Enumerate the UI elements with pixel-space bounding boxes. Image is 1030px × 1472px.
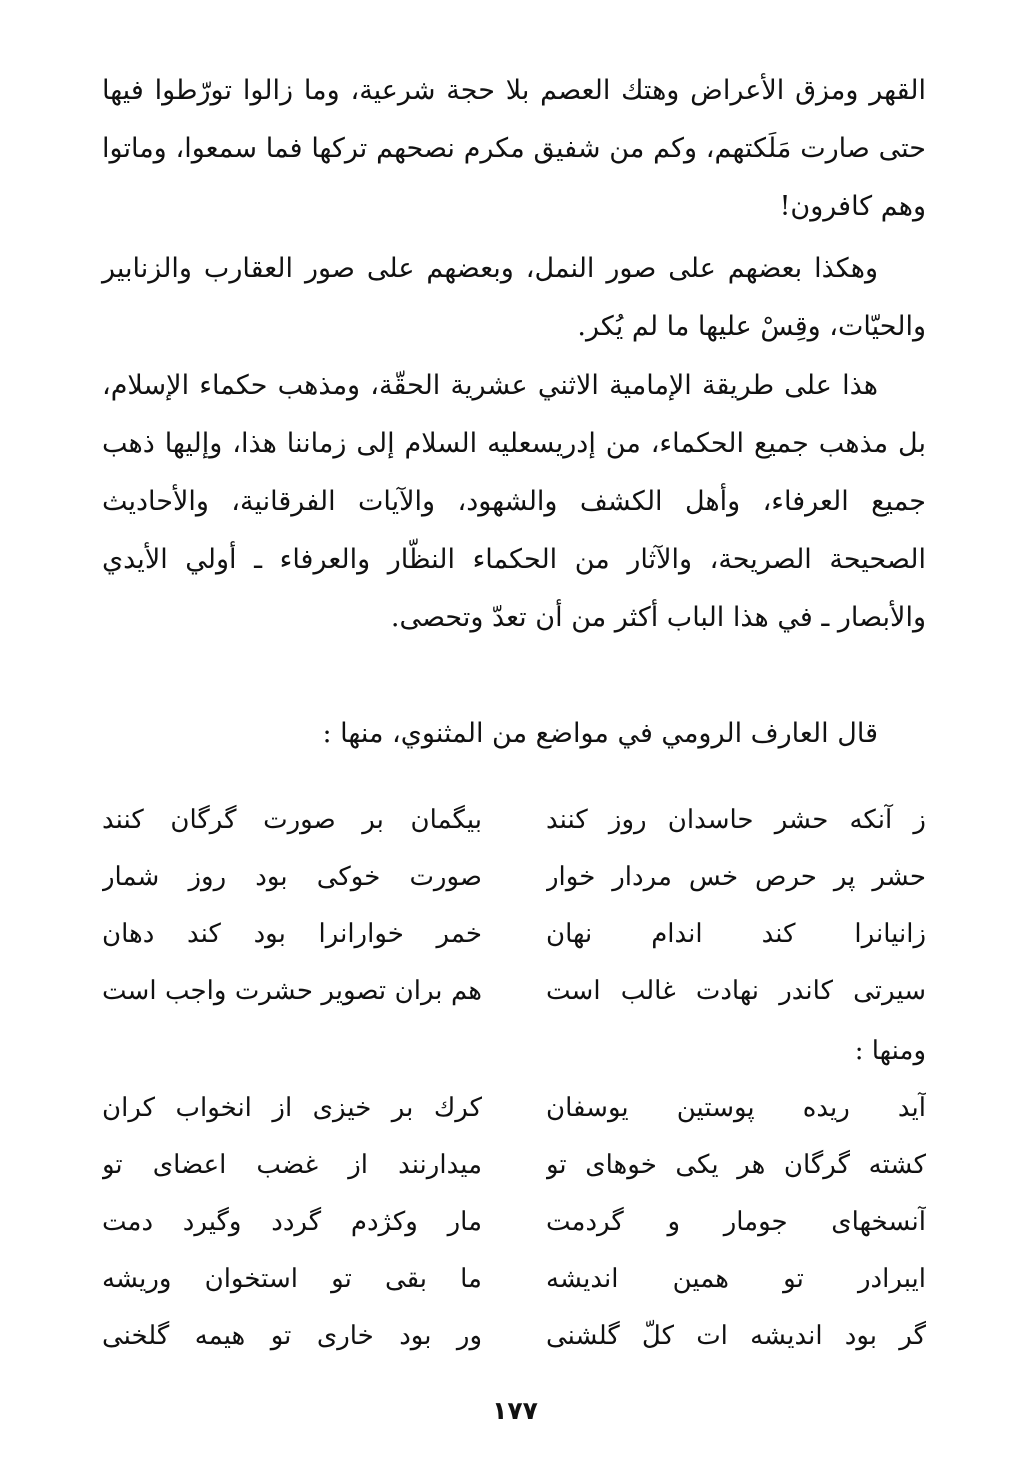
verse-block-2 — [102, 1080, 926, 1365]
page-number: ١٧٧ — [492, 1396, 538, 1425]
verse-row — [102, 1080, 926, 1137]
verse-hemistich-left: هم بران تصوير حشرت واجب است — [102, 976, 482, 1006]
paragraph-1: القهر ومزق الأعراض وهتك العصم بلا حجة شرعية، وما زالوا تورّطوا فيها حتى صارت مَلَكتهم، وكم من شفيق مكرم نصحهم تركها فما سمعوا، وماتوا وهم كافرون! — [102, 75, 926, 222]
verse-hemistich-left: مار وكژدم گردد وگيرد دمت — [102, 1207, 482, 1237]
verse-hemistich-right: حشر پر حرص خس مردار خوار — [546, 862, 926, 892]
paragraph-3: هذا على طريقة الإمامية الاثني عشرية الحقّة، ومذهب حكماء الإسلام، بل مذهب جميع الحكماء، من إدريسعليه السلام إلى زماننا هذا، وإليها ذهب جميع العرفاء، وأهل الكشف والشهود، والآيات الفرقانية، والأحاديث الصحيحة الصريحة، والآثار من الحكماء النظّار والعرفاء ـ أولي الأيدي والأبصار ـ في هذا الباب أكثر من أن تعدّ وتحصى. — [102, 370, 926, 633]
verse-hemistich-left: خمر خوارانرا بود كند دهان — [102, 919, 482, 949]
paragraph-4: قال العارف الرومي في مواضع من المثنوي، منها : — [322, 718, 878, 749]
verse-hemistich-right: زانيانرا كند اندام نهان — [546, 919, 926, 949]
verse-row — [102, 849, 926, 906]
verse-row — [102, 792, 926, 849]
minha-label: ومنها : — [854, 1036, 926, 1066]
verse-hemistich-right: گر بود انديشه ات كلّ گلشنى — [546, 1321, 926, 1351]
verse-row — [102, 1251, 926, 1308]
verse-hemistich-right: ز آنكه حشر حاسدان روز كنند — [546, 805, 926, 835]
verse-hemistich-left: كرك بر خيزى از انخواب كران — [102, 1093, 482, 1123]
verse-block-1 — [102, 792, 926, 1020]
verse-hemistich-left: صورت خوكى بود روز شمار — [102, 862, 482, 892]
verse-row — [102, 963, 926, 1020]
verse-row — [102, 1137, 926, 1194]
verse-row — [102, 1194, 926, 1251]
verse-row — [102, 906, 926, 963]
verse-hemistich-right: ايبرادر تو همين انديشه — [546, 1264, 926, 1294]
verse-hemistich-right: كشته گرگان هر يكى خوهاى تو — [546, 1150, 926, 1180]
verse-hemistich-left: ور بود خارى تو هيمه گلخنى — [102, 1321, 482, 1351]
verse-hemistich-right: سيرتى كاندر نهادت غالب است — [546, 976, 926, 1006]
verse-hemistich-right: آيد ريده پوستين يوسفان — [546, 1093, 926, 1123]
verse-hemistich-left: ما بقى تو استخوان وريشه — [102, 1264, 482, 1294]
verse-hemistich-left: بيگمان بر صورت گرگان كنند — [102, 805, 482, 835]
verse-hemistich-right: آنسخهاى جومار و گردمت — [546, 1207, 926, 1237]
verse-row — [102, 1308, 926, 1365]
paragraph-2: وهكذا بعضهم على صور النمل، وبعضهم على صور العقارب والزنابير والحيّات، وقِسْ عليها ما لم يُكر. — [102, 253, 926, 342]
verse-hemistich-left: ميدارنند از غضب اعضاى تو — [102, 1150, 482, 1180]
